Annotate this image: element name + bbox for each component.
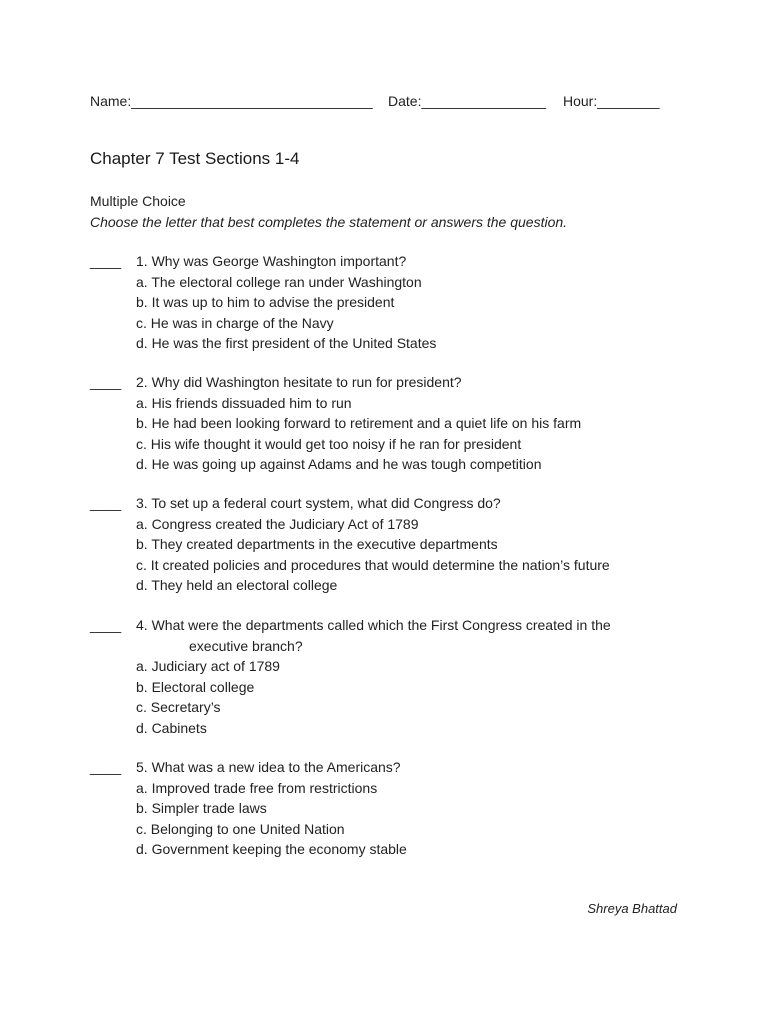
choice-a: a. His friends dissuaded him to run	[136, 394, 352, 411]
answer-blank: ____	[90, 374, 122, 390]
name-field: Name:_______________________________	[90, 93, 373, 109]
question-2	[90, 372, 690, 475]
choice-b: b. He had been looking forward to retirement and a quiet life on his farm	[136, 415, 582, 432]
question-3	[90, 493, 690, 596]
choice-c: c. Secretary’s	[136, 699, 221, 716]
choice-d: d. They held an electoral college	[136, 577, 338, 594]
question-line	[90, 251, 690, 272]
choice-a: a. Congress created the Judiciary Act of 1789	[136, 515, 419, 532]
question-prompt-continued: executive branch?	[189, 637, 303, 654]
question-4	[90, 615, 690, 739]
choice-d: d. Government keeping the economy stable	[136, 841, 407, 858]
question-prompt: 3. To set up a federal court system, what did Congress do?	[136, 495, 501, 511]
page-title: Chapter 7 Test Sections 1-4	[90, 149, 300, 168]
question-line	[90, 493, 690, 514]
answer-blank: ____	[90, 253, 122, 269]
choice-b: b. It was up to him to advise the president	[136, 294, 395, 311]
choice-c: c. His wife thought it would get too noisy if he ran for president	[136, 435, 522, 452]
hour-field: Hour:________	[563, 93, 660, 109]
choice-c: c. He was in charge of the Navy	[136, 314, 334, 331]
choice-d: d. He was the first president of the United States	[136, 335, 437, 352]
answer-blank: ____	[90, 759, 122, 775]
choice-a: a. The electoral college ran under Washington	[136, 273, 422, 290]
question-prompt: 2. Why did Washington hesitate to run for president?	[136, 374, 462, 390]
choice-b: b. They created departments in the executive departments	[136, 536, 498, 553]
question-line	[90, 615, 690, 636]
choice-a: a. Improved trade free from restrictions	[136, 779, 378, 796]
question-prompt: 5. What was a new idea to the Americans?	[136, 759, 401, 775]
answer-blank: ____	[90, 617, 122, 633]
question-line	[90, 372, 690, 393]
choice-c: c. It created policies and procedures that would determine the nation’s future	[136, 556, 610, 573]
section-heading: Multiple Choice	[90, 193, 186, 209]
choice-d: d. He was going up against Adams and he was tough competition	[136, 456, 542, 473]
choice-c: c. Belonging to one United Nation	[136, 820, 345, 837]
choice-d: d. Cabinets	[136, 719, 207, 736]
question-1	[90, 251, 690, 354]
question-prompt: 4. What were the departments called which the First Congress created in the	[136, 617, 611, 633]
author-name: Shreya Bhattad	[587, 901, 677, 916]
instructions: Choose the letter that best completes the statement or answers the question.	[90, 214, 568, 230]
choice-b: b. Simpler trade laws	[136, 800, 267, 817]
question-prompt: 1. Why was George Washington important?	[136, 253, 407, 269]
choice-b: b. Electoral college	[136, 678, 255, 695]
question-5	[90, 757, 690, 860]
choice-a: a. Judiciary act of 1789	[136, 658, 280, 675]
question-line	[90, 757, 690, 778]
answer-blank: ____	[90, 495, 122, 511]
date-field: Date:________________	[388, 93, 547, 109]
